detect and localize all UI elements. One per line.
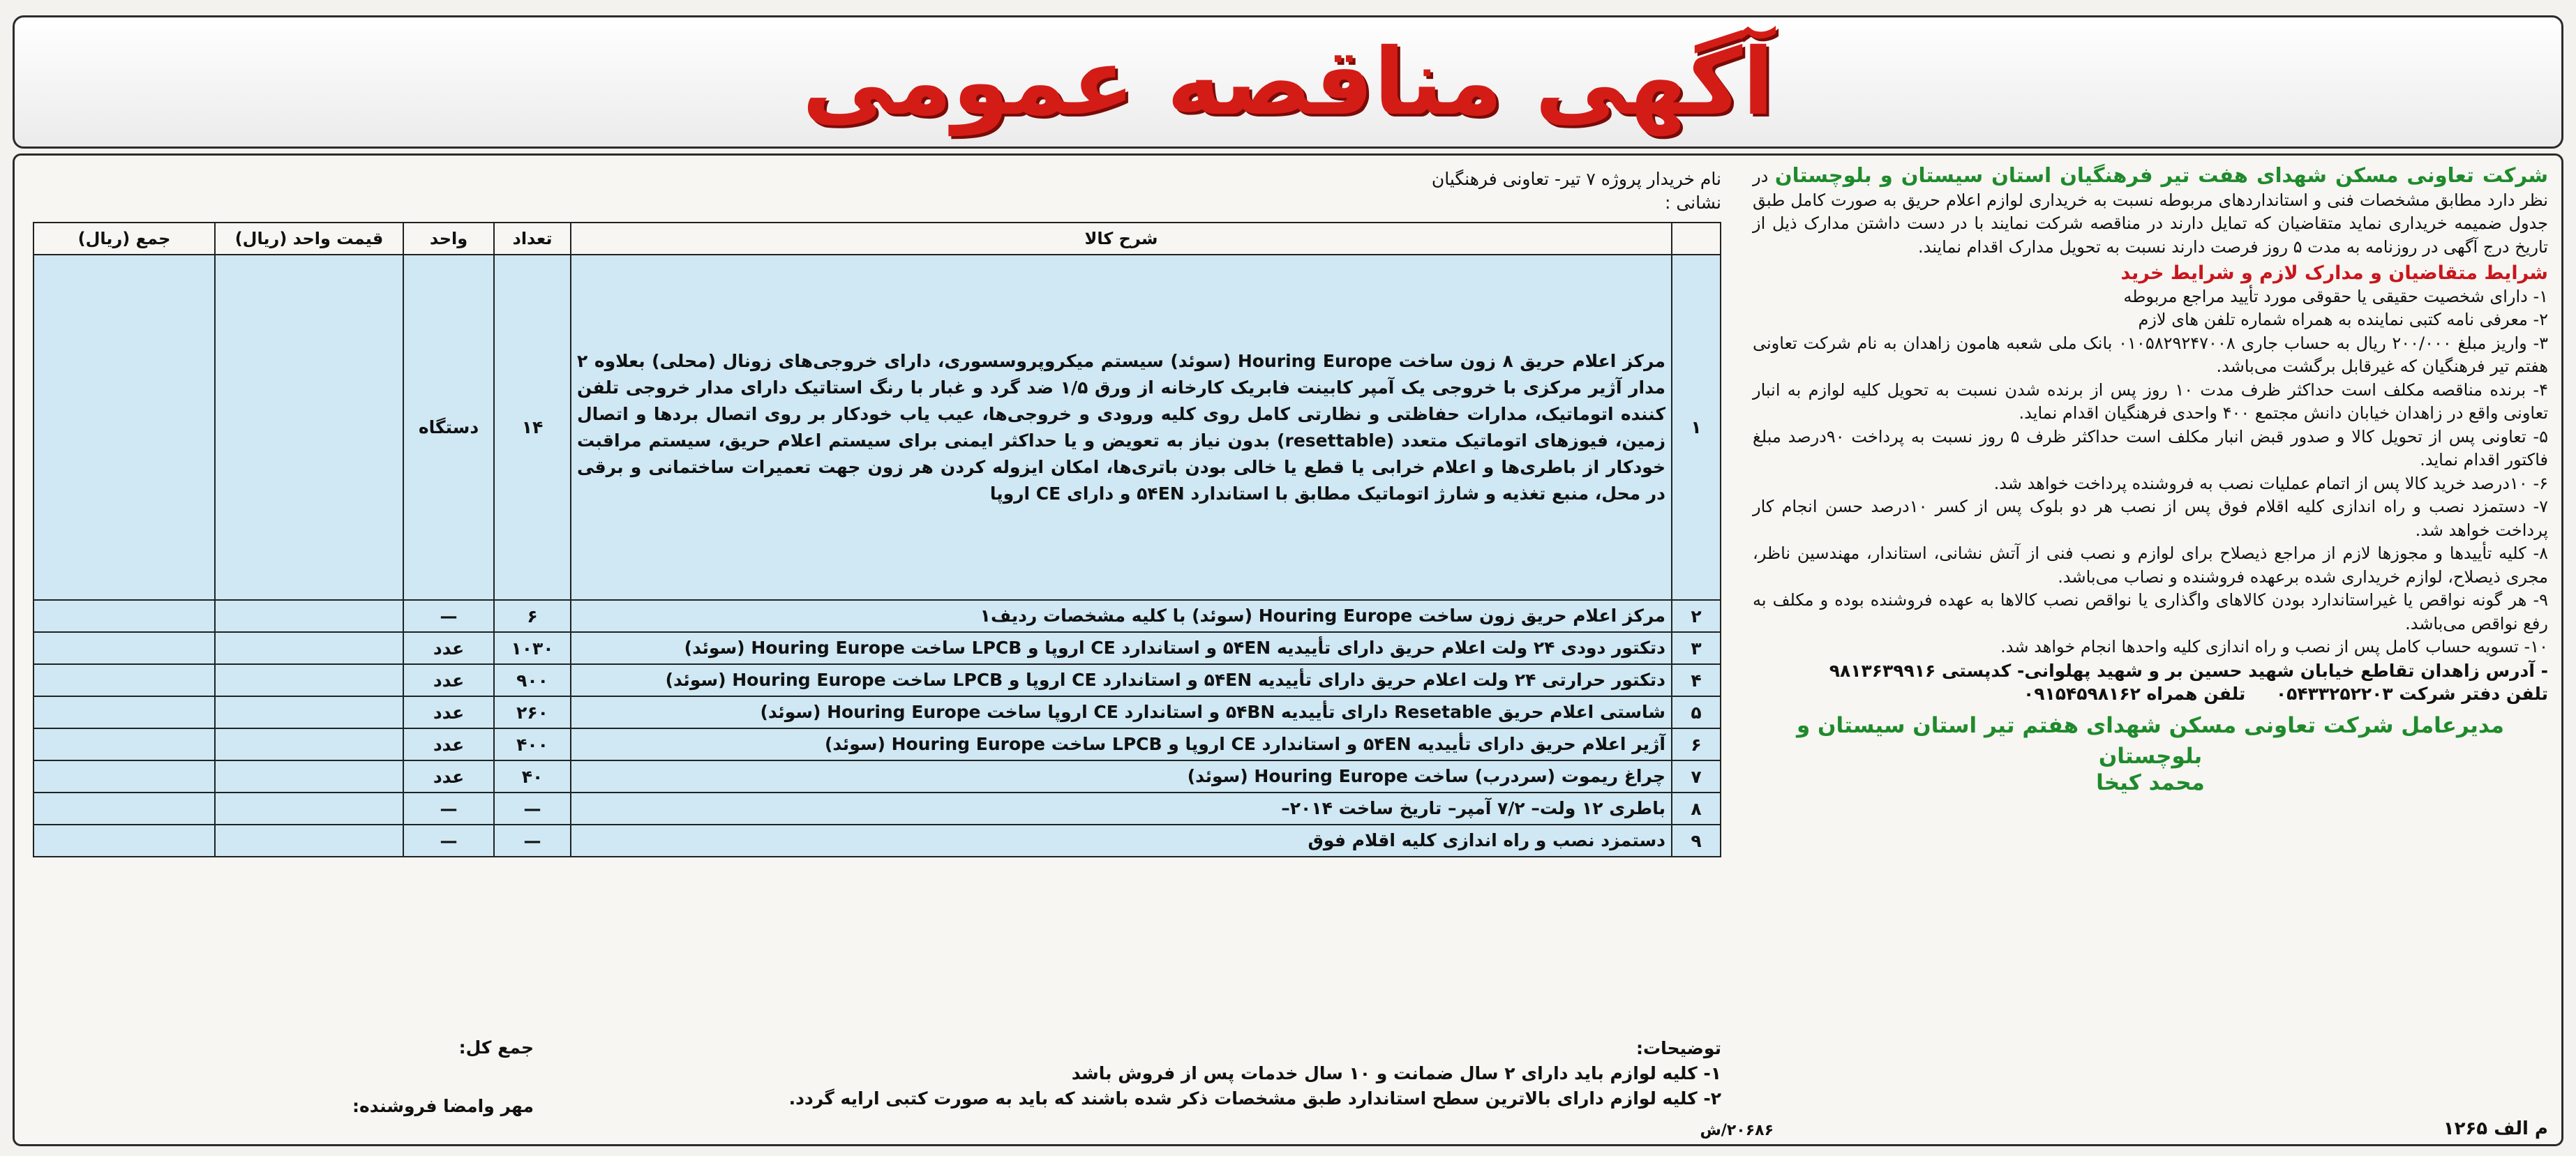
item-quantity: ۲۶۰: [494, 696, 571, 728]
item-unit-price: [215, 696, 403, 728]
table-row: [33, 632, 1721, 664]
row-number: ۵: [1672, 696, 1721, 728]
notes-title: توضیحات:: [1636, 1038, 1721, 1058]
company-name: شرکت تعاونی مسکن شهدای هفت تیر فرهنگیان استان سیستان و بلوچستان: [1774, 163, 2548, 187]
table-row: [33, 696, 1721, 728]
intro-paragraph: [1753, 164, 2548, 259]
items-table: [33, 222, 1721, 857]
grand-total-label: جمع کل:: [458, 1037, 534, 1058]
table-row: [33, 728, 1721, 760]
total-section: [31, 1036, 534, 1118]
item-unit-price: [215, 664, 403, 696]
table-row: [33, 760, 1721, 793]
table-row: [33, 664, 1721, 696]
item-quantity: ۶: [494, 600, 571, 632]
item-quantity: —: [494, 793, 571, 825]
item-unit: —: [403, 600, 494, 632]
manager-title: مدیرعامل شرکت تعاونی مسکن شهدای هفتم تیر استان سیستان و بلوچستان: [1797, 712, 2504, 769]
item-quantity: ۱۰۳۰: [494, 632, 571, 664]
item-quantity: ۹۰۰: [494, 664, 571, 696]
item-total: [33, 728, 215, 760]
title-banner: [13, 15, 2563, 149]
item-total: [33, 632, 215, 664]
item-description: شاستی اعلام حریق Resetable دارای تأییدیه ۵۴BN و استاندارد CE اروپا ساخت Houring Europe (سوئد): [571, 696, 1672, 728]
item-quantity: ۴۰: [494, 760, 571, 793]
condition-item: ۶- ۱۰درصد خرید کالا پس از اتمام عملیات نصب به فروشنده پرداخت خواهد شد.: [1993, 473, 2548, 493]
condition-item: ۳- واریز مبلغ ۲۰۰/۰۰۰ ریال به حساب جاری ۰۱۰۵۸۲۹۲۴۷۰۰۸ بانک ملی شعبه هامون زاهدان به نام شرکت تعاونی هفتم تیر فرهنگیان که غیرقابل برگشت می‌باشد.: [1753, 333, 2548, 376]
office-phone: تلفن دفتر شرکت ۰۵۴۳۳۲۵۲۲۰۳: [2275, 684, 2548, 704]
conditions-column: [1753, 164, 2548, 795]
condition-item: ۴- برنده مناقصه مکلف است حداکثر ظرف مدت ۱۰ روز پس از برنده شدن نسبت به تحویل کلیه لوازم به انبار تعاونی واقع در زاهدان خیابان دانش مجتمع ۴۰۰ واحدی فرهنگیان اقدام نماید.: [1753, 380, 2548, 423]
row-number: ۶: [1672, 728, 1721, 760]
condition-item: ۸- کلیه تأییدها و مجوزها لازم از مراجع ذیصلاح برای لوازم و نصب فنی از آتش نشانی، استاندار، مهندسین ناظر، مجری ذیصلاح، لوازم خریداری شده برعهده فروشنده و نصاب می‌باشد.: [1753, 543, 2548, 587]
col-unit-price: قیمت واحد (ریال): [215, 223, 403, 255]
table-header-row: [33, 223, 1721, 255]
col-total: جمع (ریال): [33, 223, 215, 255]
item-total: [33, 696, 215, 728]
item-quantity: ۱۴: [494, 255, 571, 600]
condition-item: ۷- دستمزد نصب و راه اندازی کلیه اقلام فوق پس از نصب هر دو بلوک پس از کسر ۱۰درصد حسن انجام کار پرداخت خواهد شد.: [1753, 497, 2548, 540]
seller-seal-label: مهر وامضا فروشنده:: [352, 1096, 534, 1116]
item-total: [33, 664, 215, 696]
item-unit: دستگاه: [403, 255, 494, 600]
buyer-name: نام خریدار پروژه ۷ تیر- تعاونی فرهنگیان: [1431, 169, 1721, 189]
condition-item: ۱- دارای شخصیت حقیقی یا حقوقی مورد تأیید مراجع مربوطه: [2123, 286, 2548, 306]
row-number: ۴: [1672, 664, 1721, 696]
condition-item: ۲- معرفی نامه کتبی نماینده به همراه شماره تلفن های لازم: [2138, 310, 2548, 329]
item-description: مرکز اعلام حریق ۸ زون ساخت Houring Europe (سوئد) سیستم میکروپروسسوری، دارای خروجی‌های زونال (محلی) بعلاوه ۲ مدار آژیر مرکزی با خروجی یک آمپر کابینت فابریک کارخانه از ورق ۱/۵ ضد گرد و غبار با رنگ استاتیک دارای مدار خروجی تلفن کننده اتوماتیک، مدارات حفاظتی و نظارتی کامل روی کلیه ورودی و خروجی‌ها، عیب یاب خودکار بر روی اتصال بردها و اتصال زمین، فیوزهای اتوماتیک متعدد (resettable) بدون نیاز به تعویض و یا حداکثر ایمنی برای سیستم اعلام حریق، سیستم مراقبت خودکار از باطری‌ها و اعلام خرابی یا قطع یا خالی بودن باتری‌ها، امکان ایزوله کردن هر زون جهت تعمیرات ساختمانی و برقی در محل، منبع تغذیه و شارژ اتوماتیک مطابق با استاندارد ۵۴EN و دارای CE اروپا: [571, 255, 1672, 600]
mobile-phone: تلفن همراه ۰۹۱۵۴۵۹۸۱۶۲: [2023, 684, 2246, 704]
item-unit-price: [215, 793, 403, 825]
notes-section: [570, 1036, 1721, 1111]
item-description: دتکتور دودی ۲۴ ولت اعلام حریق دارای تأییدیه ۵۴EN و استاندارد CE اروپا و LPCB ساخت Houring Europe (سوئد): [571, 632, 1672, 664]
conditions-title: شرایط متقاضیان و مدارک لازم و شرایط خرید: [2120, 262, 2548, 284]
note-item: ۲- کلیه لوازم دارای بالاترین سطح استاندارد طبق مشخصات ذکر شده باشند که باید به صورت کتبی ارایه گردد.: [788, 1088, 1721, 1109]
ad-number: ۲۰۶۸۶/ش: [1700, 1122, 1774, 1139]
item-total: [33, 793, 215, 825]
item-description: دتکتور حرارتی ۲۴ ولت اعلام حریق دارای تأییدیه ۵۴EN و استاندارد CE اروپا و LPCB ساخت Houring Europe (سوئد): [571, 664, 1672, 696]
table-row: [33, 255, 1721, 600]
ad-code: م الف ۱۲۶۵: [2443, 1118, 2548, 1139]
item-total: [33, 255, 215, 600]
item-unit: عدد: [403, 696, 494, 728]
condition-item: ۵- تعاونی پس از تحویل کالا و صدور قبض انبار مکلف است حداکثر ظرف ۵ روز نسبت به پرداخت ۹۰درصد مبلغ فاکتور اقدام نماید.: [1753, 426, 2548, 470]
row-number: ۳: [1672, 632, 1721, 664]
col-unit: واحد: [403, 223, 494, 255]
item-total: [33, 760, 215, 793]
conditions-list: [1753, 285, 2548, 659]
company-phones: [1753, 682, 2548, 706]
item-description: مرکز اعلام حریق زون ساخت Houring Europe (سوئد) با کلیه مشخصات ردیف۱: [571, 600, 1672, 632]
item-unit: —: [403, 825, 494, 857]
item-unit-price: [215, 825, 403, 857]
item-unit-price: [215, 600, 403, 632]
row-number: ۷: [1672, 760, 1721, 793]
condition-item: ۹- هر گونه نواقص یا غیراستاندارد بودن کالاهای واگذاری یا نواقص نصب کالاها به عهده فروشنده بوده و مکلف به رفع نواقص می‌باشد.: [1753, 590, 2548, 633]
item-unit: —: [403, 793, 494, 825]
item-unit: عدد: [403, 664, 494, 696]
condition-item: ۱۰- تسویه حساب کامل پس از نصب و راه اندازی کلیه واحدها انجام خواهد شد.: [2000, 637, 2548, 656]
ad-title: آگهی مناقصه عمومی: [802, 28, 1774, 136]
item-quantity: —: [494, 825, 571, 857]
item-description: باطری ۱۲ ولت– ۷/۲ آمپر– تاریخ ساخت ۲۰۱۴–: [571, 793, 1672, 825]
table-row: [33, 825, 1721, 857]
item-unit: عدد: [403, 760, 494, 793]
col-description: شرح کالا: [571, 223, 1672, 255]
item-quantity: ۴۰۰: [494, 728, 571, 760]
item-description: دستمزد نصب و راه اندازی کلیه اقلام فوق: [571, 825, 1672, 857]
table-row: [33, 600, 1721, 632]
buyer-info: [1432, 167, 1721, 215]
note-item: ۱- کلیه لوازم باید دارای ۲ سال ضمانت و ۱۰ سال خدمات پس از فروش باشد: [1071, 1063, 1721, 1083]
table-row: [33, 793, 1721, 825]
item-unit: عدد: [403, 632, 494, 664]
item-total: [33, 600, 215, 632]
row-number: ۹: [1672, 825, 1721, 857]
item-unit: عدد: [403, 728, 494, 760]
row-number: ۲: [1672, 600, 1721, 632]
item-unit-price: [215, 632, 403, 664]
item-total: [33, 825, 215, 857]
item-unit-price: [215, 255, 403, 600]
row-number: ۸: [1672, 793, 1721, 825]
item-description: چراغ ریموت (سردرب) ساخت Houring Europe (سوئد): [571, 760, 1672, 793]
item-unit-price: [215, 760, 403, 793]
item-description: آژیر اعلام حریق دارای تأییدیه ۵۴EN و استاندارد CE اروپا و LPCB ساخت Houring Europe (سوئد): [571, 728, 1672, 760]
company-address: - آدرس زاهدان تقاطع خیابان شهید حسین بر و شهید پهلوانی- کدپستی ۹۸۱۳۶۳۹۹۱۶: [1829, 660, 2548, 681]
col-quantity: تعداد: [494, 223, 571, 255]
col-row-number: [1672, 223, 1721, 255]
buyer-address: نشانی :: [1664, 193, 1721, 213]
signer-name: محمد کیخا: [2096, 770, 2205, 795]
intro-text: در نظر دارد مطابق مشخصات فنی و استانداردهای مربوطه نسبت به خریداری لوازم اعلام حریق به صورت کامل طبق جدول ضمیمه خریداری نماید متقاضیان که تمایل دارند در مناقصه شرکت نمایند با در دست داشتن مدارک ذیل از تاریخ درج آگهی در روزنامه به مدت ۵ روز فرصت دارند نسبت به تحویل مدارک اقدام نمایند.: [1753, 167, 2548, 257]
item-unit-price: [215, 728, 403, 760]
row-number: ۱: [1672, 255, 1721, 600]
